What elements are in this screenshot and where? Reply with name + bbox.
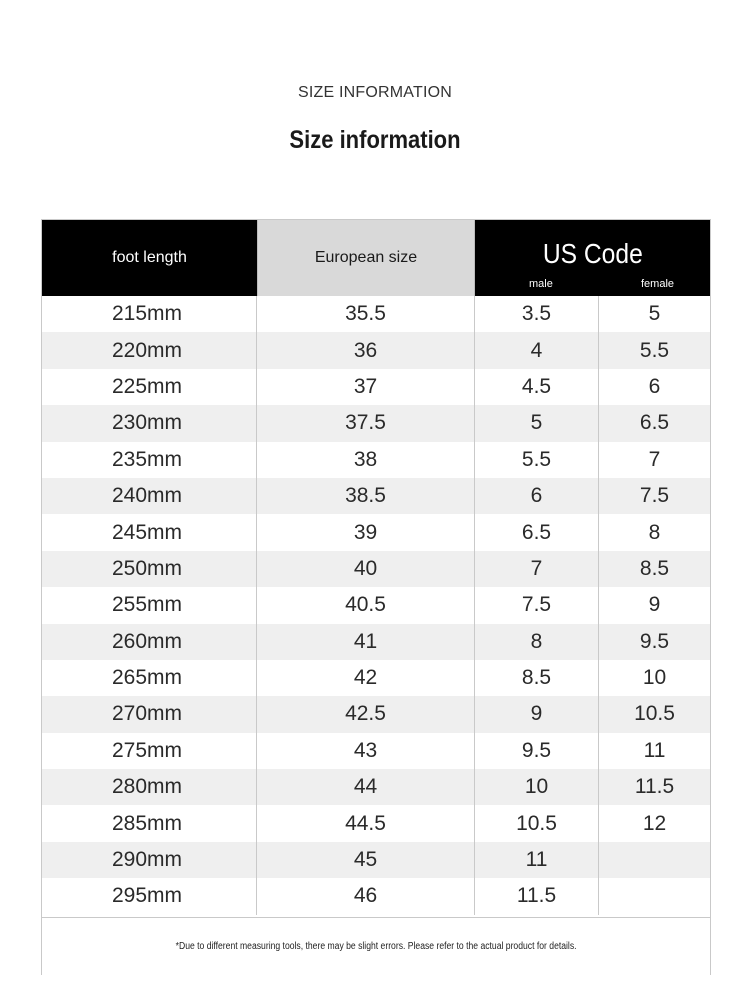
cell-us-male: 4 bbox=[475, 332, 599, 368]
cell-foot-length: 275mm bbox=[42, 733, 257, 769]
cell-foot-length: 245mm bbox=[42, 514, 257, 550]
cell-us-female: 5.5 bbox=[639, 338, 670, 362]
table-row bbox=[42, 369, 710, 405]
cell-us-female bbox=[599, 878, 710, 914]
cell-european-size: 36 bbox=[257, 332, 475, 368]
cell-foot-length: 285mm bbox=[42, 805, 257, 841]
table-row bbox=[42, 842, 710, 878]
cell-foot-length: 225mm bbox=[42, 369, 257, 405]
cell-foot-length: 230mm bbox=[42, 405, 257, 441]
table-row bbox=[42, 805, 710, 841]
table-row bbox=[42, 514, 710, 550]
table-row bbox=[42, 332, 710, 368]
cell-european-size: 45 bbox=[257, 842, 475, 878]
table-row bbox=[42, 696, 710, 732]
header-foot-length bbox=[42, 220, 257, 296]
eyebrow-title: SIZE INFORMATION bbox=[297, 84, 452, 101]
cell-us-male: 4.5 bbox=[475, 369, 599, 405]
table-footer bbox=[42, 917, 710, 975]
cell-european-size: 40.5 bbox=[257, 587, 475, 623]
table-row bbox=[42, 551, 710, 587]
cell-european-size: 44.5 bbox=[257, 805, 475, 841]
table-row bbox=[42, 878, 710, 914]
table-row bbox=[42, 587, 710, 623]
cell-foot-length: 295mm bbox=[42, 878, 257, 914]
cell-european-size: 42.5 bbox=[257, 696, 475, 732]
cell-us-female: 6.5 bbox=[639, 411, 670, 435]
cell-foot-length: 280mm bbox=[42, 769, 257, 805]
cell-european-size: 41 bbox=[257, 624, 475, 660]
cell-foot-length: 265mm bbox=[42, 660, 257, 696]
cell-european-size: 38.5 bbox=[257, 478, 475, 514]
cell-us-male: 11 bbox=[475, 842, 599, 878]
cell-us-male: 7.5 bbox=[475, 587, 599, 623]
table-row bbox=[42, 478, 710, 514]
table-row bbox=[42, 296, 710, 332]
cell-us-male: 10.5 bbox=[475, 805, 599, 841]
cell-european-size: 37.5 bbox=[257, 405, 475, 441]
cell-european-size: 42 bbox=[257, 660, 475, 696]
cell-us-female: 11.5 bbox=[634, 775, 675, 799]
cell-us-female bbox=[599, 842, 710, 878]
header-us-code bbox=[475, 220, 710, 296]
cell-foot-length: 240mm bbox=[42, 478, 257, 514]
table-row bbox=[42, 769, 710, 805]
cell-european-size: 35.5 bbox=[257, 296, 475, 332]
table-row bbox=[42, 442, 710, 478]
cell-us-female: 5 bbox=[648, 302, 661, 326]
cell-us-male: 6 bbox=[475, 478, 599, 514]
table-row bbox=[42, 660, 710, 696]
cell-foot-length: 235mm bbox=[42, 442, 257, 478]
size-table bbox=[41, 219, 711, 975]
cell-us-male: 6.5 bbox=[475, 514, 599, 550]
cell-foot-length: 290mm bbox=[42, 842, 257, 878]
page-title: Size information bbox=[289, 126, 461, 154]
table-row bbox=[42, 405, 710, 441]
table-row bbox=[42, 733, 710, 769]
cell-us-female: 6 bbox=[648, 374, 661, 398]
cell-us-female: 8 bbox=[648, 520, 661, 544]
cell-us-female: 7 bbox=[648, 447, 661, 471]
cell-us-male: 9 bbox=[475, 696, 599, 732]
cell-us-female: 12 bbox=[642, 811, 667, 835]
cell-us-male: 10 bbox=[475, 769, 599, 805]
cell-us-male: 8 bbox=[475, 624, 599, 660]
cell-foot-length: 255mm bbox=[42, 587, 257, 623]
cell-foot-length: 215mm bbox=[42, 296, 257, 332]
cell-foot-length: 270mm bbox=[42, 696, 257, 732]
header-european-size bbox=[257, 220, 475, 296]
header-female-label: female bbox=[641, 278, 675, 290]
cell-european-size: 39 bbox=[257, 514, 475, 550]
cell-european-size: 38 bbox=[257, 442, 475, 478]
cell-european-size: 44 bbox=[257, 769, 475, 805]
cell-us-male: 5 bbox=[475, 405, 599, 441]
header-male-label: male bbox=[529, 278, 553, 290]
cell-us-male: 7 bbox=[475, 551, 599, 587]
cell-us-female: 7.5 bbox=[639, 484, 670, 508]
footnote: *Due to different measuring tools, there may be slight errors. Please refer to the actual product for details. bbox=[175, 941, 577, 952]
cell-us-male: 5.5 bbox=[475, 442, 599, 478]
cell-european-size: 46 bbox=[257, 878, 475, 914]
cell-us-female: 10 bbox=[642, 666, 667, 690]
cell-foot-length: 220mm bbox=[42, 332, 257, 368]
cell-european-size: 37 bbox=[257, 369, 475, 405]
cell-us-female: 9 bbox=[648, 593, 661, 617]
cell-european-size: 40 bbox=[257, 551, 475, 587]
table-row bbox=[42, 624, 710, 660]
cell-us-male: 9.5 bbox=[475, 733, 599, 769]
table-body bbox=[42, 296, 710, 915]
cell-us-female: 8.5 bbox=[639, 556, 670, 580]
cell-us-female: 9.5 bbox=[639, 629, 670, 653]
cell-us-female: 10.5 bbox=[634, 702, 675, 726]
cell-us-male: 8.5 bbox=[475, 660, 599, 696]
header-us-code-label: US Code bbox=[542, 238, 643, 269]
header-foot-length-label: foot length bbox=[112, 249, 187, 266]
header-european-size-label: European size bbox=[314, 249, 418, 266]
cell-us-male: 11.5 bbox=[475, 878, 599, 914]
cell-foot-length: 260mm bbox=[42, 624, 257, 660]
cell-european-size: 43 bbox=[257, 733, 475, 769]
cell-us-female: 11 bbox=[643, 738, 666, 762]
cell-foot-length: 250mm bbox=[42, 551, 257, 587]
cell-us-male: 3.5 bbox=[475, 296, 599, 332]
